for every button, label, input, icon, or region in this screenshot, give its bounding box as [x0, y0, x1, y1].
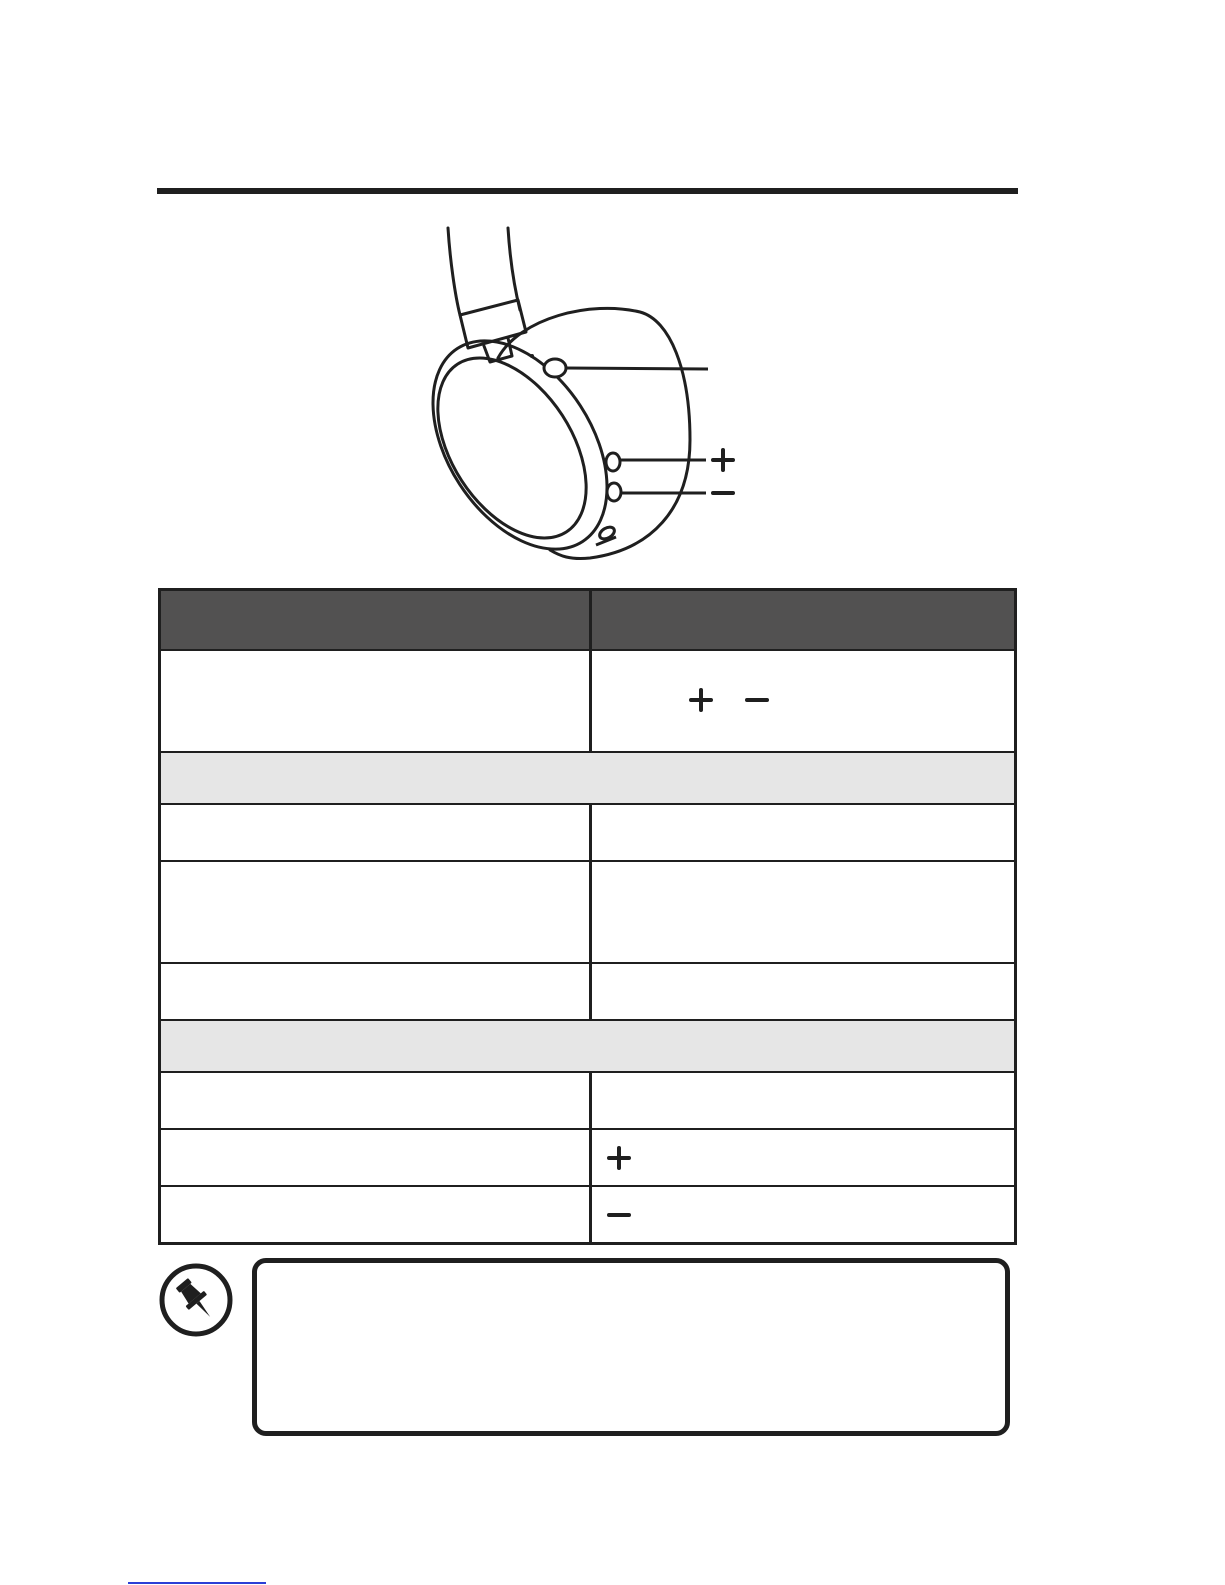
table-cell-left: [160, 1186, 591, 1244]
minus-button-callout: [607, 483, 733, 501]
table-section-label: [160, 1020, 1016, 1072]
table-cell-right: [591, 804, 1016, 861]
controls-table: [158, 588, 1017, 1245]
footer-link-underline[interactable]: [128, 1582, 266, 1584]
table-cell-right: [591, 861, 1016, 963]
table-row: [160, 650, 1016, 752]
table-cell-right: [591, 1186, 1016, 1244]
plus-icon: [606, 1145, 632, 1171]
table-row: [160, 1186, 1016, 1244]
table-cell-right: [591, 1129, 1016, 1186]
table-cell-right: [591, 963, 1016, 1020]
table-header-row: [160, 590, 1016, 651]
table-row: [160, 1129, 1016, 1186]
table-cell-right: [591, 650, 1016, 752]
table-row: [160, 861, 1016, 963]
note-box: [252, 1258, 1010, 1436]
table-section-label: [160, 752, 1016, 804]
table-cell-left: [160, 1072, 591, 1129]
minus-icon: [744, 687, 770, 713]
table-cell-left: [160, 650, 591, 752]
plus-icon: [688, 687, 714, 713]
headphone-illustration: [400, 220, 780, 570]
table-cell-left: [160, 963, 591, 1020]
minus-icon: [606, 1202, 632, 1228]
table-section-row: [160, 1020, 1016, 1072]
title-rule: [157, 188, 1018, 194]
table-header-left: [160, 590, 591, 651]
table-row: [160, 1072, 1016, 1129]
table-section-row: [160, 752, 1016, 804]
table-cell-left: [160, 1129, 591, 1186]
plus-button-callout: [606, 450, 733, 471]
table-cell-left: [160, 804, 591, 861]
table-row: [160, 963, 1016, 1020]
table-header-right: [591, 590, 1016, 651]
port-icon: [596, 525, 616, 545]
table-cell-right: [591, 1072, 1016, 1129]
table-row: [160, 804, 1016, 861]
table-cell-left: [160, 861, 591, 963]
pushpin-icon: [158, 1262, 234, 1338]
